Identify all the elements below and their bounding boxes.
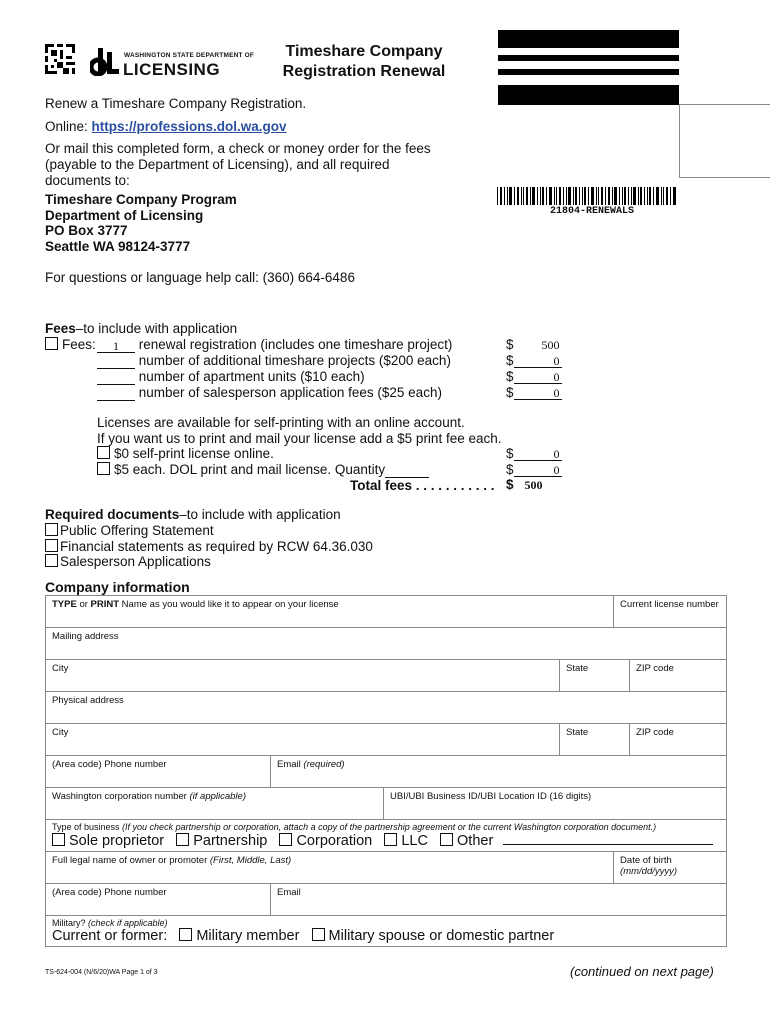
continued-note: (continued on next page) — [570, 964, 714, 979]
form-title-line2: Registration Renewal — [282, 63, 446, 80]
required-docs-heading-bold: Required documents — [45, 507, 180, 522]
total-fees-label: Total fees . . . . . . . . . . . — [350, 478, 495, 493]
business-type-option: LLC — [401, 833, 428, 849]
llc-checkbox[interactable] — [384, 833, 397, 846]
license-name-field[interactable] — [46, 596, 614, 628]
fee-row-text: renewal registration (includes one timeshare project) — [138, 337, 453, 352]
military-field — [46, 916, 727, 947]
required-doc-checkbox[interactable] — [45, 523, 58, 536]
address-line: Department of Licensing — [45, 207, 204, 223]
print-amount-row — [506, 446, 562, 462]
fee-qty-field[interactable] — [97, 356, 135, 369]
email-label: Email — [277, 759, 304, 770]
business-type-field — [46, 820, 727, 852]
phone-label: (Area code) Phone number — [52, 887, 167, 898]
name-label-rest: Name as you would like it to appear on your license — [119, 599, 339, 610]
dob-label: Date of birth — [620, 855, 672, 866]
military-note: (check if applicable) — [88, 918, 168, 928]
other-checkbox[interactable] — [440, 833, 453, 846]
office-use-stripe — [498, 55, 679, 61]
office-use-stripe — [498, 85, 679, 105]
type-label: TYPE — [52, 599, 77, 610]
dollar-sign: $ — [506, 385, 514, 400]
military-label: Military? — [52, 918, 89, 928]
fees-heading-rest: –to include with application — [75, 321, 238, 336]
company-info-heading: Company information — [45, 579, 190, 595]
date-of-birth-field[interactable] — [614, 852, 727, 884]
other-business-type-field[interactable] — [503, 833, 713, 845]
fee-amount-row — [506, 369, 562, 385]
self-print-label: $0 self-print license online. — [114, 446, 274, 461]
fee-row — [97, 385, 442, 401]
print-label: PRINT — [90, 599, 120, 610]
address-line: PO Box 3777 — [45, 223, 128, 238]
state-label: State — [566, 663, 589, 674]
required-doc-checkbox[interactable] — [45, 539, 58, 552]
or-label: or — [76, 599, 91, 610]
dol-logo — [90, 48, 122, 76]
print-quantity-field[interactable] — [385, 465, 429, 478]
military-prefix: Current or former: — [52, 928, 168, 944]
address-line: Seattle WA 98124-3777 — [45, 238, 191, 254]
online-label: Online: — [45, 119, 92, 134]
fees-heading — [45, 321, 237, 337]
fee-amount-row — [506, 353, 562, 369]
agency-name-large: LICENSING — [123, 60, 221, 79]
fee-row-text: number of apartment units ($10 each) — [138, 369, 365, 384]
owner-email-field[interactable] — [271, 884, 727, 916]
company-info-form — [45, 595, 727, 947]
required-doc-item — [45, 554, 211, 570]
dollar-sign: $ — [506, 353, 514, 368]
business-type-option: Other — [457, 833, 494, 849]
fee-amount[interactable]: 0 — [514, 355, 562, 368]
agency-name-small: WASHINGTON STATE DEPARTMENT OF — [124, 52, 255, 59]
print-amount-row — [506, 462, 562, 478]
total-amount-row — [506, 477, 556, 493]
business-type-label: Type of business — [52, 822, 123, 832]
email-label: Email — [277, 887, 301, 898]
form-id: TS-624-004 (N/6/20)WA Page 1 of 3 — [45, 969, 158, 976]
dollar-sign: $ — [506, 477, 514, 492]
owner-phone-field[interactable] — [46, 884, 271, 916]
business-type-option: Sole proprietor — [69, 833, 165, 849]
ubi-field[interactable] — [384, 788, 727, 820]
required-doc-label: Public Offering Statement — [60, 523, 214, 538]
business-type-option: Partnership — [193, 833, 268, 849]
total-fees-amount[interactable]: 500 — [524, 478, 543, 492]
corporation-checkbox[interactable] — [279, 833, 292, 846]
fees-checkbox[interactable] — [45, 337, 58, 350]
dollar-sign: $ — [506, 462, 514, 477]
military-member-checkbox[interactable] — [179, 928, 192, 941]
barcode-text: 21804-RENEWALS — [550, 206, 635, 217]
intro-line: Renew a Timeshare Company Registration. — [45, 96, 307, 111]
email-required-note: (required) — [303, 759, 345, 770]
physical-address-label: Physical address — [52, 695, 124, 706]
required-doc-label: Financial statements as required by RCW 64.36.030 — [60, 539, 373, 554]
city-label: City — [52, 727, 69, 738]
mail-print-label: $5 each. DOL print and mail license. Quantity — [114, 462, 386, 477]
form-title — [262, 42, 466, 82]
fee-row — [97, 369, 365, 385]
fee-amount-row — [506, 337, 562, 353]
military-option: Military member — [196, 928, 300, 944]
fee-row — [97, 353, 451, 369]
dollar-sign: $ — [506, 337, 514, 352]
fee-qty-field[interactable]: 1 — [97, 340, 135, 353]
print-option-self — [97, 446, 274, 462]
questions-line: For questions or language help call: (360) 664-6486 — [45, 270, 355, 285]
fee-amount[interactable]: 0 — [514, 387, 562, 400]
fees-label: Fees: — [62, 337, 96, 352]
physical-address-field[interactable] — [46, 692, 727, 724]
required-doc-label: Salesperson Applications — [60, 554, 211, 569]
mail-print-checkbox[interactable] — [97, 462, 110, 475]
phone-label: (Area code) Phone number — [52, 759, 167, 770]
fee-qty-field[interactable] — [97, 372, 135, 385]
address-line: Timeshare Company Program — [45, 192, 237, 207]
ubi-label: UBI/UBI Business ID/UBI Location ID (16 digits) — [390, 791, 592, 802]
owner-name-label: Full legal name of owner or promoter — [52, 855, 210, 866]
fee-row-text: number of additional timeshare projects ($200 each) — [138, 353, 451, 368]
military-spouse-checkbox[interactable] — [312, 928, 325, 941]
dob-note: (mm/dd/yyyy) — [620, 866, 678, 877]
physical-zip-field[interactable] — [630, 724, 727, 756]
qr-code — [45, 44, 75, 74]
state-label: State — [566, 727, 589, 738]
mailing-state-field[interactable] — [560, 660, 630, 692]
required-docs-heading — [45, 507, 341, 523]
license-note: Licenses are available for self-printing with an online account. — [97, 415, 465, 430]
print-option-mail — [97, 462, 429, 478]
self-print-amount[interactable]: 0 — [514, 448, 562, 461]
required-docs-heading-rest: –to include with application — [179, 507, 341, 522]
wa-corporation-number-field[interactable] — [46, 788, 384, 820]
fees-checkbox-row — [45, 337, 96, 353]
fees-heading-bold: Fees — [45, 321, 76, 336]
fee-row-text: number of salesperson application fees ($25 each) — [138, 385, 442, 400]
company-phone-field[interactable] — [46, 756, 271, 788]
zip-label: ZIP code — [636, 727, 674, 738]
office-use-stripe — [498, 69, 679, 75]
physical-state-field[interactable] — [560, 724, 630, 756]
military-option: Military spouse or domestic partner — [328, 928, 555, 944]
wa-corp-note: (if applicable) — [189, 791, 246, 802]
mailing-city-field[interactable] — [46, 660, 560, 692]
wa-corp-label: Washington corporation number — [52, 791, 190, 802]
office-use-box — [679, 104, 770, 178]
city-label: City — [52, 663, 69, 674]
company-email-field[interactable] — [271, 756, 727, 788]
online-url-link[interactable]: https://professions.dol.wa.gov — [91, 119, 287, 134]
mailing-address-label: Mailing address — [52, 631, 119, 642]
license-note: If you want us to print and mail your license add a $5 print fee each. — [97, 431, 502, 446]
dollar-sign: $ — [506, 369, 514, 384]
partnership-checkbox[interactable] — [176, 833, 189, 846]
business-type-note: (If you check partnership or corporation, attach a copy of the partnership agreement or the current Washington corporation document.) — [122, 822, 657, 832]
fee-amount[interactable]: 0 — [514, 371, 562, 384]
mailing-address-block — [45, 192, 237, 254]
fee-amount[interactable]: 500 — [541, 338, 560, 352]
license-number-field[interactable] — [614, 596, 727, 628]
mailing-address-field[interactable] — [46, 628, 727, 660]
fee-qty-field[interactable] — [97, 388, 135, 401]
mailing-zip-field[interactable] — [630, 660, 727, 692]
sole-proprietor-checkbox[interactable] — [52, 833, 65, 846]
license-number-label: Current license number — [620, 599, 719, 610]
owner-name-note: (First, Middle, Last) — [209, 855, 292, 866]
fee-amount-row — [506, 385, 562, 401]
mail-print-amount[interactable]: 0 — [514, 464, 562, 477]
owner-name-field[interactable] — [46, 852, 614, 884]
dollar-sign: $ — [506, 446, 514, 461]
self-print-checkbox[interactable] — [97, 446, 110, 459]
required-doc-checkbox[interactable] — [45, 554, 58, 567]
form-title-line1: Timeshare Company — [285, 43, 443, 60]
physical-city-field[interactable] — [46, 724, 560, 756]
online-line — [45, 119, 287, 135]
required-doc-item — [45, 539, 373, 555]
zip-label: ZIP code — [636, 663, 674, 674]
fee-row — [97, 337, 452, 353]
barcode — [497, 187, 677, 205]
business-type-option: Corporation — [296, 833, 373, 849]
required-doc-item — [45, 523, 214, 539]
office-use-stripe — [498, 30, 679, 48]
mail-instructions: Or mail this completed form, a check or money order for the fees (payable to the Department of Licensing), and all required documents to: — [45, 141, 431, 188]
